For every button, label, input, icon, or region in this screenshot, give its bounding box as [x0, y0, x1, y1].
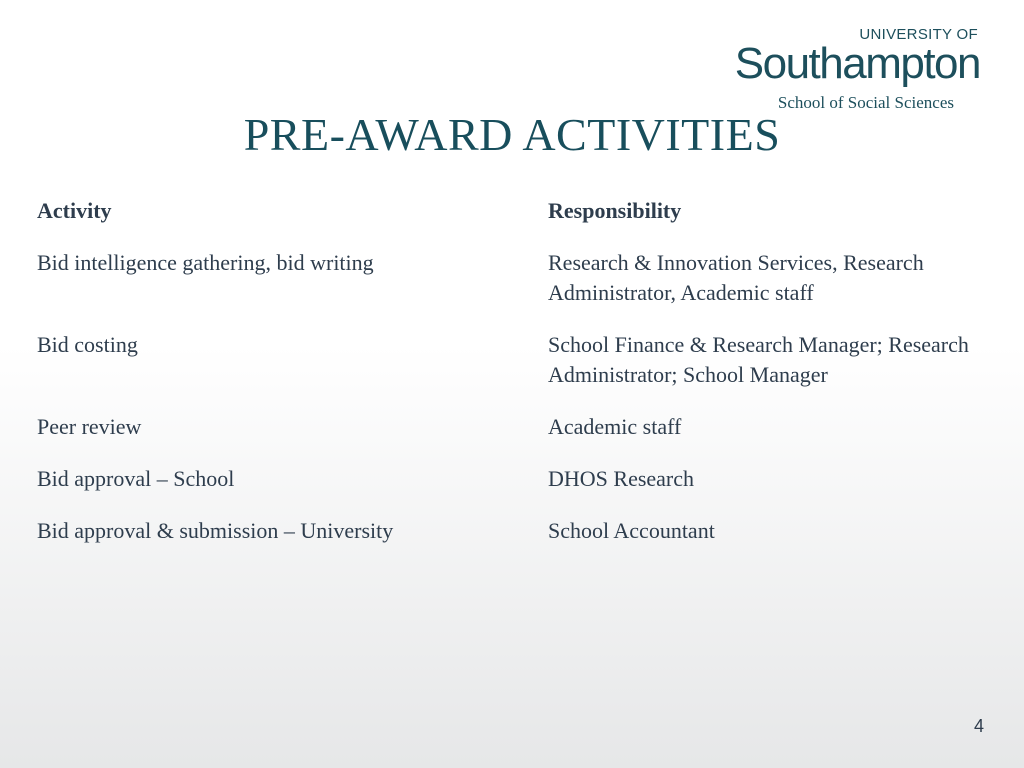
activities-table: [37, 196, 987, 568]
header-responsibility: Responsibility: [548, 198, 682, 223]
table-row: [37, 330, 987, 412]
activity-cell: Bid intelligence gathering, bid writing: [37, 250, 374, 275]
responsibility-cell: DHOS Research: [548, 466, 695, 491]
table-header-row: [37, 196, 987, 248]
logo-university-line: UNIVERSITY OF: [859, 26, 978, 43]
table-row: [37, 412, 987, 464]
responsibility-cell: Academic staff: [548, 414, 682, 439]
responsibility-cell: School Accountant: [548, 518, 715, 543]
responsibility-cell: Research & Innovation Services, Research Administrator, Academic staff: [548, 250, 924, 305]
university-logo: [730, 26, 980, 114]
activity-cell: Bid approval – School: [37, 466, 235, 491]
logo-school: School of Social Sciences: [777, 93, 954, 112]
table-row: [37, 248, 987, 330]
logo-name: Southampton: [734, 39, 980, 88]
activity-cell: Peer review: [37, 414, 142, 439]
responsibility-cell: School Finance & Research Manager; Research Administrator; School Manager: [548, 332, 969, 387]
slide-title: PRE-AWARD ACTIVITIES: [243, 109, 781, 160]
table-row: [37, 516, 987, 568]
table-row: [37, 464, 987, 516]
page-number: 4: [973, 716, 984, 736]
header-activity: Activity: [37, 198, 112, 223]
activity-cell: Bid approval & submission – University: [37, 518, 394, 543]
activity-cell: Bid costing: [37, 332, 138, 357]
